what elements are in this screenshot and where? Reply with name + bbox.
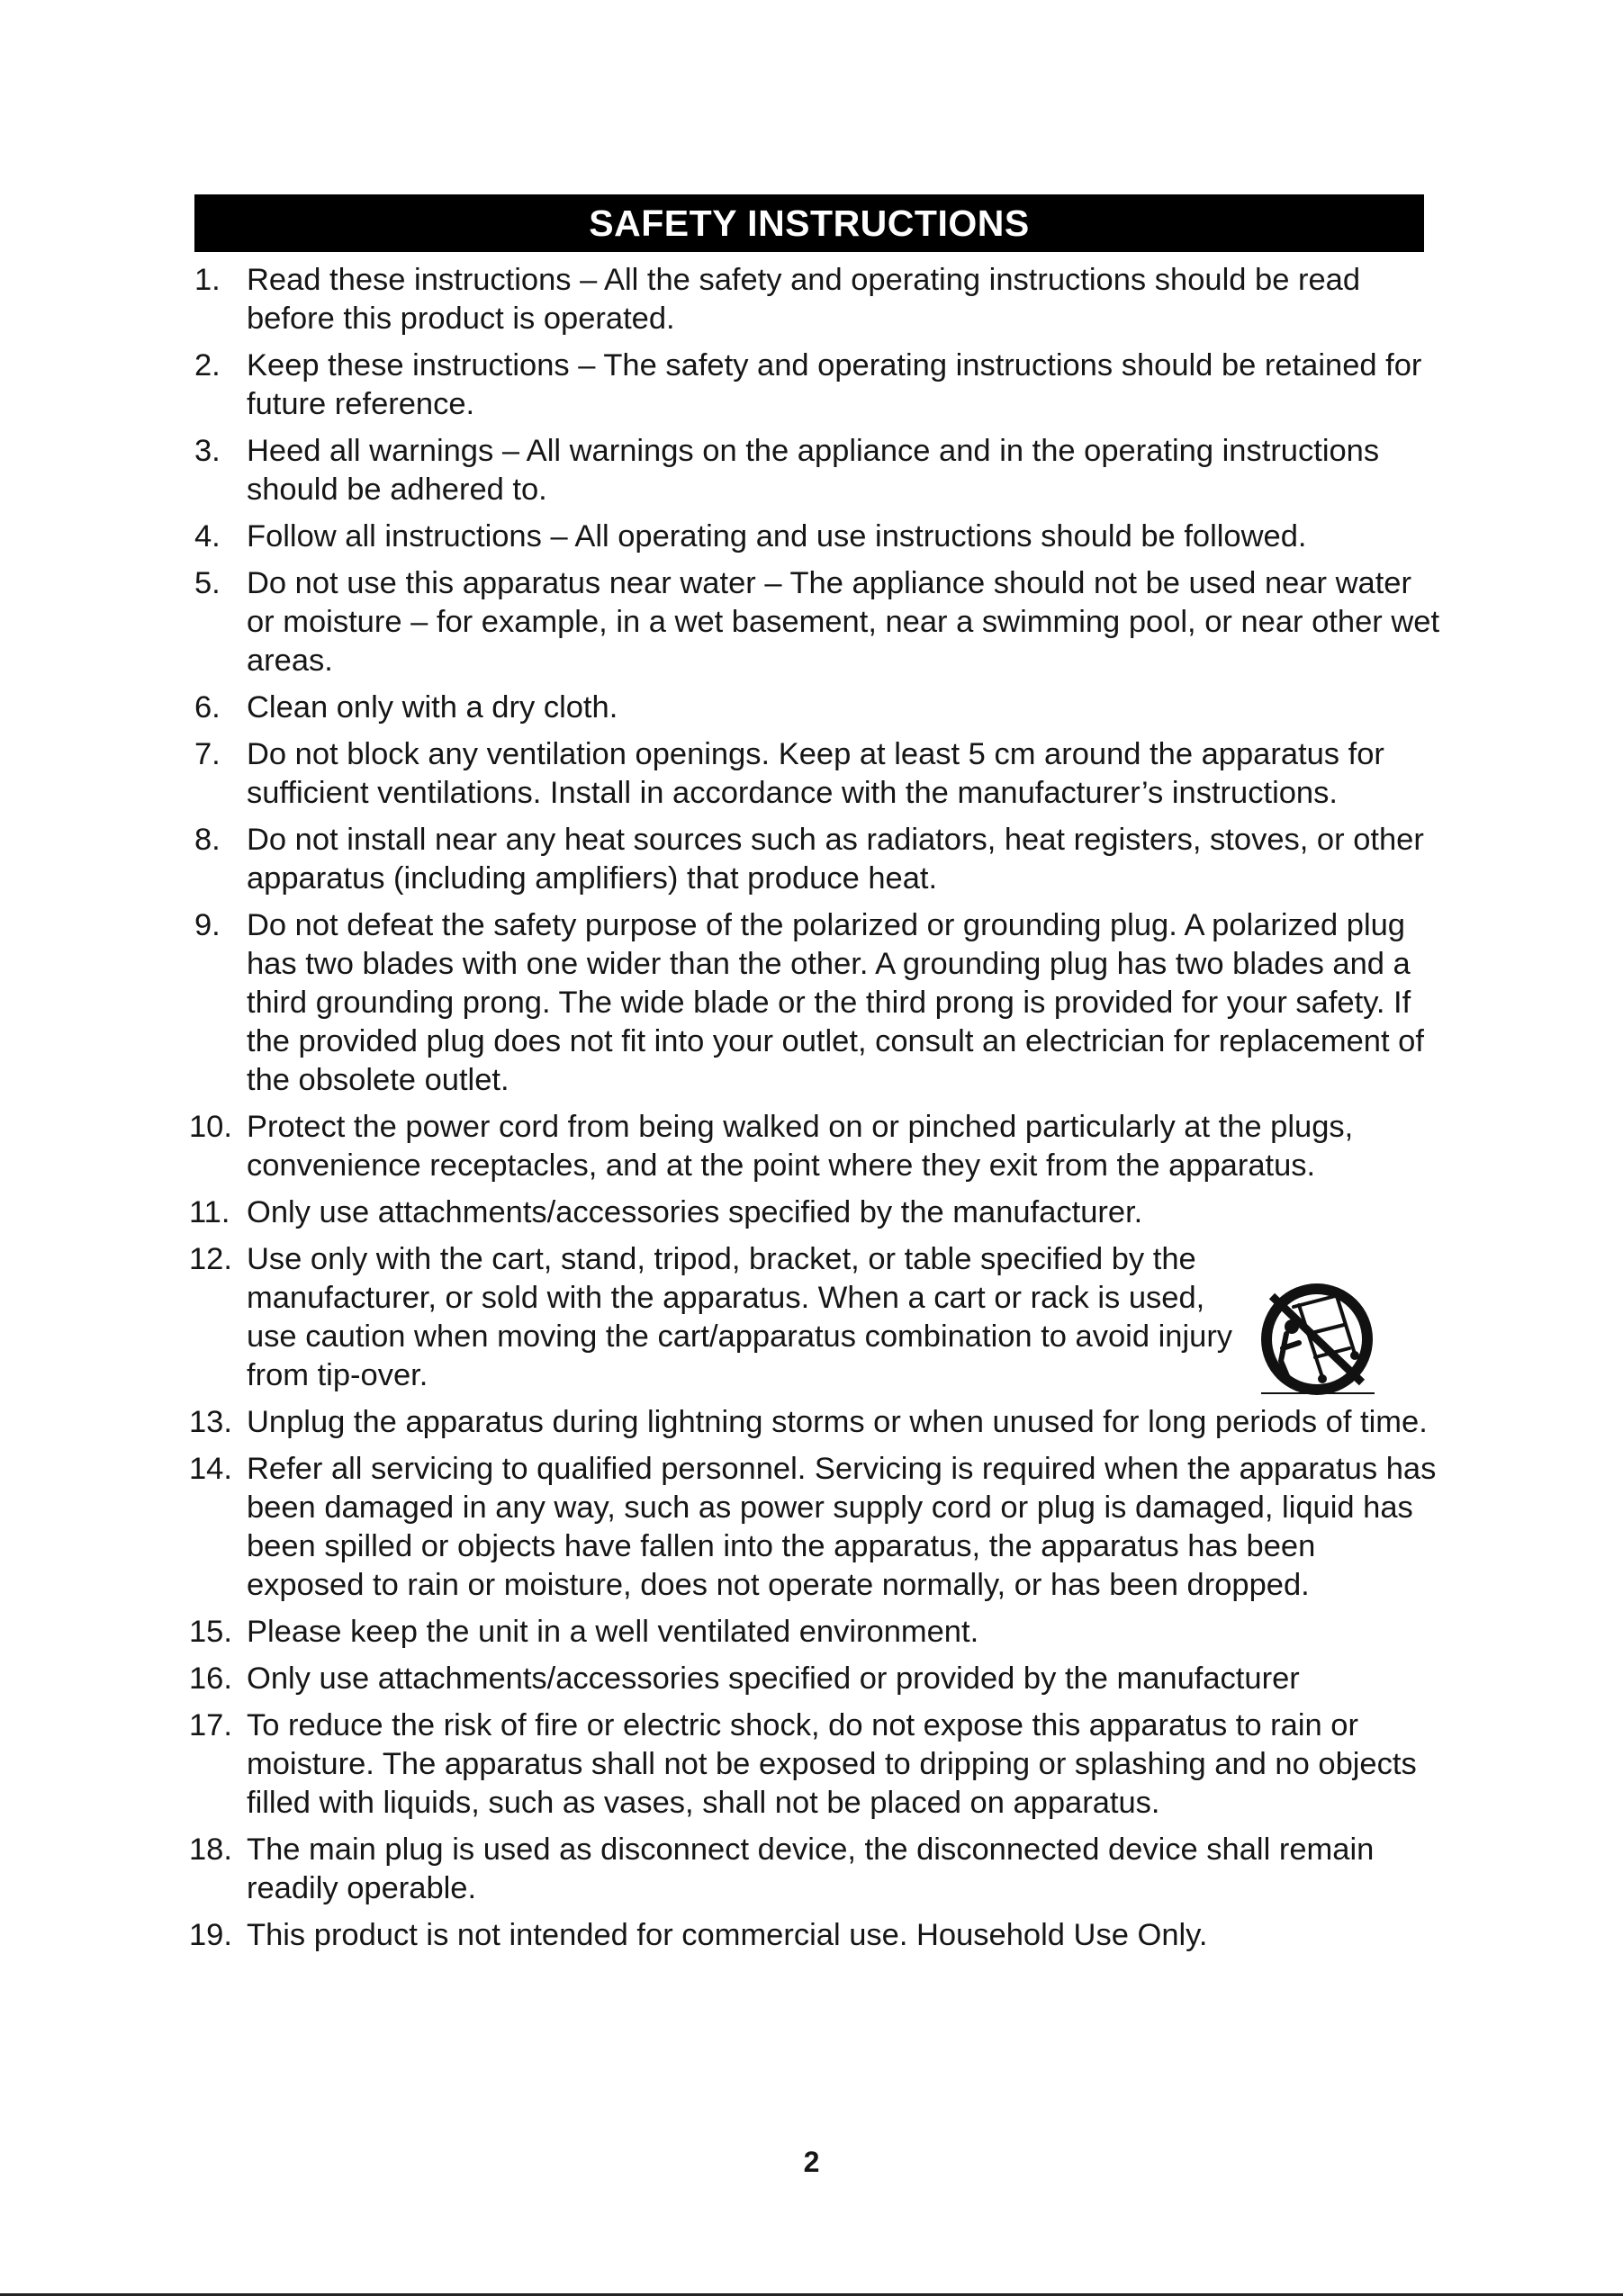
section-title-bar	[194, 194, 1424, 252]
item-text: Use only with the cart, stand, tripod, bracket, or table specified by the manufacturer, or sold with the apparatus. When a cart or rack is used, use caution when moving the cart/apparatus combination to avoid injury from tip-over.	[247, 1242, 1233, 1392]
list-item	[189, 1403, 1440, 1442]
item-text: Only use attachments/accessories specified by the manufacturer.	[247, 1195, 1143, 1229]
list-item	[189, 564, 1440, 680]
section-title: SAFETY INSTRUCTIONS	[589, 202, 1030, 244]
item-number: 2.	[194, 348, 221, 383]
item-text: To reduce the risk of fire or electric shock, do not expose this apparatus to rain or moisture. The apparatus shall not be exposed to dripping or splashing and no objects filled with liquids, such as vases, shall not be placed on apparatus.	[247, 1708, 1417, 1820]
list-item	[189, 906, 1440, 1100]
list-item	[189, 1831, 1440, 1908]
list-item	[189, 1240, 1440, 1395]
item-number: 17.	[189, 1708, 232, 1742]
cart-tip-over-warning-icon	[1254, 1271, 1380, 1415]
list-item	[189, 821, 1440, 898]
item-number: 5.	[194, 566, 221, 600]
item-number: 19.	[189, 1918, 232, 1952]
list-item	[189, 1706, 1440, 1823]
item-number: 7.	[194, 737, 221, 771]
item-text: Please keep the unit in a well ventilated environment.	[247, 1615, 979, 1649]
item-number: 12.	[189, 1242, 232, 1276]
list-item	[189, 432, 1440, 509]
item-text: Do not defeat the safety purpose of the polarized or grounding plug. A polarized plug has two blades with one wider than the other. A grounding plug has two blades and a third grounding prong. The wide blade or the third prong is provided for your safety. If the provided plug does not fit into your outlet, consult an electrician for replacement of the obsolete outlet.	[247, 908, 1424, 1097]
item-text: Do not install near any heat sources such as radiators, heat registers, stoves, or other apparatus (including amplifiers) that produce heat.	[247, 823, 1424, 896]
item-text: Read these instructions – All the safety and operating instructions should be read before this product is operated.	[247, 263, 1361, 336]
item-text: Follow all instructions – All operating and use instructions should be followed.	[247, 519, 1307, 554]
item-number: 4.	[194, 519, 221, 554]
safety-instructions-list	[189, 261, 1440, 1963]
item-number: 16.	[189, 1661, 232, 1696]
item-text: This product is not intended for commercial use. Household Use Only.	[247, 1918, 1208, 1952]
item-text: Clean only with a dry cloth.	[247, 690, 618, 725]
item-text: Keep these instructions – The safety and operating instructions should be retained for future reference.	[247, 348, 1422, 421]
list-item	[189, 1450, 1440, 1605]
list-item	[189, 1193, 1440, 1232]
list-item	[189, 1660, 1440, 1698]
item-number: 1.	[194, 263, 221, 297]
item-number: 14.	[189, 1452, 232, 1486]
list-item	[189, 1916, 1440, 1955]
item-text: Unplug the apparatus during lightning storms or when unused for long periods of time.	[247, 1405, 1428, 1439]
item-number: 6.	[194, 690, 221, 725]
list-item	[189, 1613, 1440, 1652]
item-number: 8.	[194, 823, 221, 857]
list-item	[189, 735, 1440, 813]
item-number: 9.	[194, 908, 221, 942]
list-item	[189, 1108, 1440, 1185]
list-item	[189, 261, 1440, 338]
item-text: Do not block any ventilation openings. Keep at least 5 cm around the apparatus for sufficient ventilations. Install in accordance with the manufacturer’s instructions.	[247, 737, 1384, 810]
item-text: Heed all warnings – All warnings on the appliance and in the operating instructions should be adhered to.	[247, 434, 1380, 507]
item-text: Protect the power cord from being walked on or pinched particularly at the plugs, convenience receptacles, and at the point where they exit from the apparatus.	[247, 1110, 1354, 1183]
item-number: 13.	[189, 1405, 232, 1439]
item-text: Do not use this apparatus near water – The appliance should not be used near water or moisture – for example, in a wet basement, near a swimming pool, or near other wet areas.	[247, 566, 1440, 678]
item-text: Refer all servicing to qualified personnel. Servicing is required when the apparatus has been damaged in any way, such as power supply cord or plug is damaged, liquid has been spilled or objects have fallen into the apparatus, the apparatus has been exposed to rain or moisture, does not operate normally, or has been dropped.	[247, 1452, 1437, 1602]
list-item	[189, 689, 1440, 727]
page-number: 2	[803, 2146, 820, 2178]
item-number: 18.	[189, 1832, 232, 1867]
item-number: 3.	[194, 434, 221, 468]
item-number: 10.	[189, 1110, 232, 1144]
item-number: 15.	[189, 1615, 232, 1649]
item-number: 11.	[189, 1195, 230, 1229]
list-item	[189, 347, 1440, 424]
list-item	[189, 518, 1440, 556]
item-text: The main plug is used as disconnect device, the disconnected device shall remain readily operable.	[247, 1832, 1375, 1905]
item-text: Only use attachments/accessories specified or provided by the manufacturer	[247, 1661, 1300, 1696]
